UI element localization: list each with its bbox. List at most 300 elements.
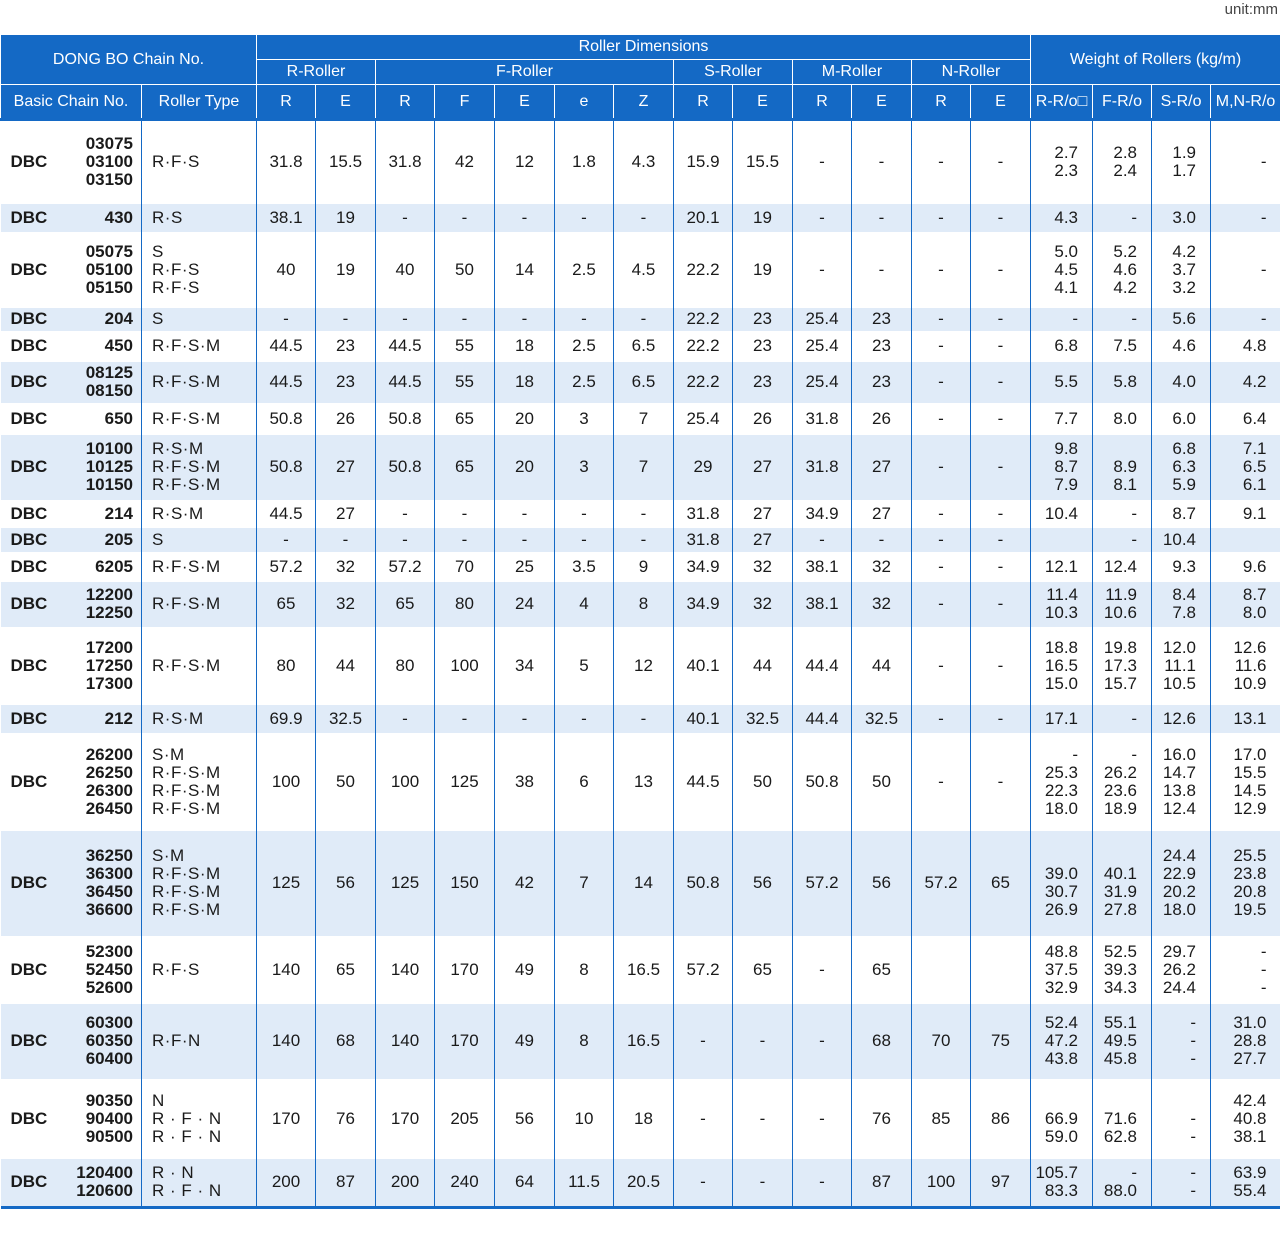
chain-prefix: DBC — [1, 528, 73, 552]
dimension-cell: 42 — [435, 120, 495, 204]
dimension-cell: - — [793, 1079, 852, 1159]
dimension-cell: - — [733, 1079, 793, 1159]
table-row — [1, 331, 1280, 362]
dimension-cell: 44 — [316, 627, 376, 705]
header-sub-col: E — [852, 85, 912, 120]
dimension-cell: 44 — [852, 627, 912, 705]
dimension-cell: - — [912, 435, 971, 500]
weight-cell: 11.9 10.6 — [1093, 582, 1152, 627]
dimension-cell: 65 — [435, 435, 495, 500]
header-weight-col: R-R/o□ — [1031, 85, 1093, 120]
dimension-cell: 25.4 — [793, 308, 852, 331]
table-header — [1, 35, 1280, 120]
dimension-cell: 16.5 — [614, 936, 674, 1004]
dimension-cell: 44.5 — [674, 733, 733, 831]
dimension-cell: - — [733, 1159, 793, 1208]
weight-cell: - 26.2 23.6 18.9 — [1093, 733, 1152, 831]
weight-cell: 4.0 — [1152, 362, 1211, 403]
dimension-cell: 32 — [316, 552, 376, 582]
dimension-cell: 7 — [614, 435, 674, 500]
dimension-cell: 86 — [971, 1079, 1031, 1159]
weight-cell: 31.0 28.8 27.7 — [1211, 1004, 1280, 1079]
table-row — [1, 120, 1280, 204]
roller-type: S·M R·F·S·M R·F·S·M R·F·S·M — [142, 831, 257, 936]
weight-cell — [1211, 528, 1280, 552]
dimension-cell: - — [971, 362, 1031, 403]
dimension-cell: 200 — [257, 1159, 316, 1208]
chain-number: 90350 90400 90500 — [85, 1090, 133, 1146]
dimension-cell: 170 — [435, 936, 495, 1004]
header-sub-col: E — [495, 85, 555, 120]
dimension-cell: 24 — [495, 582, 555, 627]
weight-cell: 3.0 — [1152, 204, 1211, 232]
dimension-cell: - — [912, 362, 971, 403]
header-group-r-roller: R-Roller — [257, 60, 376, 85]
dimension-cell: 170 — [257, 1079, 316, 1159]
dimension-cell: 19 — [316, 232, 376, 308]
dimension-cell: 170 — [376, 1079, 435, 1159]
dimension-cell: 140 — [376, 1004, 435, 1079]
header-basic-chain-no: Basic Chain No. — [1, 85, 142, 120]
weight-cell: - — [1211, 308, 1280, 331]
chain-prefix: DBC — [1, 1159, 73, 1208]
roller-type: R·F·S·M — [142, 582, 257, 627]
unit-label: unit:mm — [1224, 1, 1278, 18]
header-sub-col: F — [435, 85, 495, 120]
dimension-cell: 65 — [435, 403, 495, 435]
dimension-cell: - — [971, 403, 1031, 435]
roller-type: R·F·S·M — [142, 627, 257, 705]
weight-cell: 4.3 — [1031, 204, 1093, 232]
weight-cell: 12.4 — [1093, 552, 1152, 582]
dimension-cell: - — [912, 308, 971, 331]
dimension-cell: 34 — [495, 627, 555, 705]
dimension-cell: 38.1 — [793, 552, 852, 582]
weight-cell: 52.4 47.2 43.8 — [1031, 1004, 1093, 1079]
dimension-cell: 27 — [852, 435, 912, 500]
dimension-cell: - — [674, 1004, 733, 1079]
dimension-cell: - — [555, 528, 614, 552]
dimension-cell: 65 — [257, 582, 316, 627]
dimension-cell: 34.9 — [674, 552, 733, 582]
dimension-cell: - — [316, 308, 376, 331]
dimension-cell: 38.1 — [257, 204, 316, 232]
chain-prefix: DBC — [1, 705, 73, 733]
roller-type: R·F·N — [142, 1004, 257, 1079]
weight-cell: 12.6 — [1152, 705, 1211, 733]
weight-cell: - — [1093, 308, 1152, 331]
dimension-cell: - — [555, 705, 614, 733]
dimension-cell: - — [912, 403, 971, 435]
dimension-cell: - — [912, 552, 971, 582]
dimension-cell: 31.8 — [257, 120, 316, 204]
weight-cell: 10.4 — [1031, 500, 1093, 528]
header-weight-col: S-R/o — [1152, 85, 1211, 120]
dimension-cell: 240 — [435, 1159, 495, 1208]
chain-prefix: DBC — [1, 831, 73, 936]
table-row — [1, 500, 1280, 528]
chain-prefix: DBC — [10, 336, 48, 355]
dimension-cell: 32 — [316, 582, 376, 627]
weight-cell: 19.8 17.3 15.7 — [1093, 627, 1152, 705]
weight-cell: 17.1 — [1031, 705, 1093, 733]
weight-cell: 7.5 — [1093, 331, 1152, 362]
dimension-cell: 44.4 — [793, 627, 852, 705]
weight-cell: 7.1 6.5 6.1 — [1211, 435, 1280, 500]
dimension-cell: 23 — [733, 308, 793, 331]
weight-cell: - - - — [1211, 936, 1280, 1004]
dimension-cell: 100 — [257, 733, 316, 831]
weight-cell: 6.8 — [1031, 331, 1093, 362]
dimension-cell: 25 — [495, 552, 555, 582]
dimension-cell: 19 — [733, 232, 793, 308]
dimension-cell: - — [852, 528, 912, 552]
dimension-cell: - — [971, 120, 1031, 204]
chain-number: 205 — [73, 528, 142, 552]
dimension-cell: 125 — [435, 733, 495, 831]
dimension-cell: - — [971, 582, 1031, 627]
dimension-cell: - — [435, 500, 495, 528]
table-row — [1, 232, 1280, 308]
dimension-cell: 3 — [555, 403, 614, 435]
dimension-cell: 140 — [376, 936, 435, 1004]
dimension-cell: 32.5 — [733, 705, 793, 733]
weight-cell: - — [1093, 705, 1152, 733]
chain-number: 05075 05100 05150 — [85, 241, 133, 297]
dimension-cell: 27 — [852, 500, 912, 528]
weight-cell: 12.6 11.6 10.9 — [1211, 627, 1280, 705]
dimension-cell: - — [971, 204, 1031, 232]
dimension-cell: 15.5 — [316, 120, 376, 204]
weight-cell: 4.6 — [1152, 331, 1211, 362]
dimension-cell: 14 — [614, 831, 674, 936]
table-row — [1, 528, 1280, 552]
dimension-cell: 205 — [435, 1079, 495, 1159]
roller-type: S R·F·S R·F·S — [142, 232, 257, 308]
dimension-cell: 42 — [495, 831, 555, 936]
weight-cell — [1031, 528, 1093, 552]
dimension-cell: 27 — [316, 435, 376, 500]
dimension-cell: 65 — [852, 936, 912, 1004]
dimension-cell: 18 — [495, 331, 555, 362]
header-roller-type: Roller Type — [142, 85, 257, 120]
chain-prefix: DBC — [10, 152, 48, 172]
dimension-cell: 44.5 — [257, 500, 316, 528]
dimension-cell: 31.8 — [674, 500, 733, 528]
dimension-cell: - — [435, 528, 495, 552]
roller-type: R·F·S·M — [142, 403, 257, 435]
dimension-cell: - — [912, 500, 971, 528]
table-row — [1, 705, 1280, 733]
dimension-cell: 23 — [852, 308, 912, 331]
weight-cell: 5.2 4.6 4.2 — [1093, 232, 1152, 308]
dimension-cell: - — [376, 500, 435, 528]
table-row — [1, 308, 1280, 331]
header-sub-col: R — [674, 85, 733, 120]
dimension-cell: 75 — [971, 1004, 1031, 1079]
roller-type: R · N R · F · N — [142, 1159, 257, 1208]
dimension-cell: 64 — [495, 1159, 555, 1208]
dimension-cell: 32 — [852, 552, 912, 582]
dimension-cell: 8 — [555, 1004, 614, 1079]
table-row — [1, 582, 1280, 627]
dimension-cell: 150 — [435, 831, 495, 936]
dimension-cell: 50.8 — [376, 435, 435, 500]
dimension-cell: 38.1 — [793, 582, 852, 627]
weight-cell: 17.0 15.5 14.5 12.9 — [1211, 733, 1280, 831]
dimension-cell: 65 — [971, 831, 1031, 936]
dimension-cell: - — [912, 733, 971, 831]
dimension-cell: 18 — [614, 1079, 674, 1159]
header-chain-no: DONG BO Chain No. — [1, 35, 257, 85]
header-weight-of-rollers: Weight of Rollers (kg/m) — [1031, 35, 1280, 85]
dimension-cell: - — [376, 528, 435, 552]
dimension-cell: 44.5 — [257, 331, 316, 362]
dimension-cell: - — [614, 204, 674, 232]
chain-prefix: DBC — [1, 582, 73, 627]
dimension-cell: - — [376, 308, 435, 331]
dimension-cell: 4.5 — [614, 232, 674, 308]
dimension-cell: 13 — [614, 733, 674, 831]
dimension-cell: - — [555, 204, 614, 232]
weight-cell: 5.8 — [1093, 362, 1152, 403]
weight-cell: 6.4 — [1211, 403, 1280, 435]
dimension-cell: 8 — [614, 582, 674, 627]
header-weight-col: F-R/o — [1093, 85, 1152, 120]
dimension-cell: - — [495, 204, 555, 232]
dimension-cell: 44.4 — [793, 705, 852, 733]
weight-cell: - — [1211, 232, 1280, 308]
header-roller-dimensions: Roller Dimensions — [257, 35, 1031, 60]
dimension-cell: 50 — [733, 733, 793, 831]
weight-cell: 10.4 — [1152, 528, 1211, 552]
weight-cell: 11.4 10.3 — [1031, 582, 1093, 627]
weight-cell: 8.7 — [1152, 500, 1211, 528]
weight-cell: - — [1031, 308, 1093, 331]
dimension-cell: - — [971, 500, 1031, 528]
table-row — [1, 831, 1280, 936]
chain-prefix: DBC — [1, 308, 73, 331]
weight-cell: 71.6 62.8 — [1093, 1079, 1152, 1159]
weight-cell: - — [1093, 204, 1152, 232]
dimension-cell: - — [435, 705, 495, 733]
roller-type: R·F·S·M — [142, 552, 257, 582]
table-row — [1, 362, 1280, 403]
chain-number: 430 — [73, 204, 142, 232]
dimension-cell: 16.5 — [614, 1004, 674, 1079]
weight-cell: - — [1093, 500, 1152, 528]
weight-cell: 9.8 8.7 7.9 — [1031, 435, 1093, 500]
dimension-cell: 55 — [435, 331, 495, 362]
dimension-cell: 44.5 — [257, 362, 316, 403]
dimension-cell: 22.2 — [674, 232, 733, 308]
dimension-cell: 31.8 — [376, 120, 435, 204]
weight-cell: 6.0 — [1152, 403, 1211, 435]
dimension-cell: 49 — [495, 936, 555, 1004]
weight-cell: 55.1 49.5 45.8 — [1093, 1004, 1152, 1079]
dimension-cell: 22.2 — [674, 308, 733, 331]
weight-cell: 1.9 1.7 — [1152, 120, 1211, 204]
header-weight-col: M,N-R/o — [1211, 85, 1280, 120]
chain-number: 08125 08150 — [73, 362, 142, 403]
roller-type: R·S·M — [142, 705, 257, 733]
header-sub-col: R — [912, 85, 971, 120]
dimension-cell: 23 — [733, 362, 793, 403]
dimension-cell: 6.5 — [614, 362, 674, 403]
dimension-cell: 44 — [733, 627, 793, 705]
weight-cell: - — [1211, 204, 1280, 232]
weight-cell: - - — [1152, 1159, 1211, 1208]
chain-number: 03075 03100 03150 — [85, 134, 133, 190]
dimension-cell: 76 — [316, 1079, 376, 1159]
dimension-cell: - — [912, 331, 971, 362]
dimension-cell: 27 — [733, 500, 793, 528]
dimension-cell: - — [793, 120, 852, 204]
dimension-cell: 2.5 — [555, 232, 614, 308]
weight-cell: - — [1093, 528, 1152, 552]
weight-cell: 66.9 59.0 — [1031, 1079, 1093, 1159]
dimension-cell: 40 — [257, 232, 316, 308]
dimension-cell: 4 — [555, 582, 614, 627]
weight-cell: 4.2 3.7 3.2 — [1152, 232, 1211, 308]
dimension-cell: - — [495, 705, 555, 733]
dimension-cell: 20.1 — [674, 204, 733, 232]
dimension-cell: 8 — [555, 936, 614, 1004]
dimension-cell: - — [971, 308, 1031, 331]
dimension-cell: 23 — [733, 331, 793, 362]
dimension-cell: - — [614, 705, 674, 733]
dimension-cell: 40.1 — [674, 705, 733, 733]
dimension-cell: - — [614, 528, 674, 552]
dimension-cell: - — [912, 582, 971, 627]
weight-cell: 8.0 — [1093, 403, 1152, 435]
dimension-cell: 57.2 — [912, 831, 971, 936]
dimension-cell: 20 — [495, 403, 555, 435]
dimension-cell: - — [674, 1159, 733, 1208]
dimension-cell: 56 — [495, 1079, 555, 1159]
header-sub-col: E — [971, 85, 1031, 120]
dimension-cell: - — [912, 705, 971, 733]
weight-cell: 7.7 — [1031, 403, 1093, 435]
weight-cell: 16.0 14.7 13.8 12.4 — [1152, 733, 1211, 831]
dimension-cell: 68 — [852, 1004, 912, 1079]
dimension-cell: 55 — [435, 362, 495, 403]
dimension-cell: 1.8 — [555, 120, 614, 204]
roller-type: N R · F · N R · F · N — [142, 1079, 257, 1159]
dimension-cell: 50.8 — [257, 435, 316, 500]
dimension-cell: 56 — [733, 831, 793, 936]
dimension-cell: 100 — [435, 627, 495, 705]
dimension-cell: - — [257, 308, 316, 331]
dimension-cell: 50.8 — [793, 733, 852, 831]
dimension-cell: 68 — [316, 1004, 376, 1079]
dimension-cell: 3 — [555, 435, 614, 500]
dimension-cell: 9 — [614, 552, 674, 582]
dimension-cell: 44.5 — [376, 331, 435, 362]
chain-number: 214 — [104, 503, 133, 523]
dimension-cell: 125 — [376, 831, 435, 936]
dimension-cell: 32.5 — [852, 705, 912, 733]
header-sub-col: R — [257, 85, 316, 120]
weight-cell: 105.7 83.3 — [1031, 1159, 1093, 1208]
chain-number: 52300 52450 52600 — [85, 941, 133, 997]
chain-number: 204 — [73, 308, 142, 331]
dimension-cell — [912, 936, 971, 1004]
dimension-cell: 20.5 — [614, 1159, 674, 1208]
dimension-cell: 97 — [971, 1159, 1031, 1208]
dimension-cell: 31.8 — [793, 403, 852, 435]
dimension-cell: - — [912, 627, 971, 705]
dimension-cell: 25.4 — [793, 331, 852, 362]
chain-number: 10100 10125 10150 — [73, 435, 142, 500]
dimension-cell: 15.5 — [733, 120, 793, 204]
dimension-cell: 57.2 — [674, 936, 733, 1004]
header-group-f-roller: F-Roller — [376, 60, 674, 85]
roller-type: R·F·S — [142, 936, 257, 1004]
roller-type: S — [142, 528, 257, 552]
dimension-cell — [971, 936, 1031, 1004]
weight-cell: 8.7 8.0 — [1211, 582, 1280, 627]
weight-cell: - — [1211, 120, 1280, 204]
dimension-cell: 23 — [852, 362, 912, 403]
dimension-cell: - — [257, 528, 316, 552]
dimension-cell: 100 — [912, 1159, 971, 1208]
dimension-cell: 23 — [316, 362, 376, 403]
dimension-cell: - — [316, 528, 376, 552]
weight-cell: 4.8 — [1211, 331, 1280, 362]
header-sub-col: E — [733, 85, 793, 120]
table-row — [1, 435, 1280, 500]
weight-cell: 18.8 16.5 15.0 — [1031, 627, 1093, 705]
chain-number: 60300 60350 60400 — [73, 1004, 142, 1079]
weight-cell: - 25.3 22.3 18.0 — [1031, 733, 1093, 831]
dimension-cell: 32 — [852, 582, 912, 627]
dimension-cell: 76 — [852, 1079, 912, 1159]
dimension-cell: - — [971, 232, 1031, 308]
header-group-s-roller: S-Roller — [674, 60, 793, 85]
dimension-cell: 69.9 — [257, 705, 316, 733]
dimension-cell: - — [971, 552, 1031, 582]
table-row — [1, 627, 1280, 705]
dimension-cell: 26 — [733, 403, 793, 435]
chain-number: 450 — [104, 336, 133, 355]
dimension-cell: 40.1 — [674, 627, 733, 705]
weight-cell: 39.0 30.7 26.9 — [1031, 831, 1093, 936]
chain-prefix: DBC — [10, 503, 48, 523]
table-row — [1, 552, 1280, 582]
dimension-cell: 27 — [733, 528, 793, 552]
dimension-cell: 14 — [495, 232, 555, 308]
roller-type: R·S·M — [142, 500, 257, 528]
table-row — [1, 403, 1280, 435]
dimension-cell: 50.8 — [376, 403, 435, 435]
dimension-cell: 20 — [495, 435, 555, 500]
chain-number: 17200 17250 17300 — [85, 637, 133, 693]
dimension-cell: 19 — [316, 204, 376, 232]
dimension-cell: - — [971, 331, 1031, 362]
header-sub-col: R — [376, 85, 435, 120]
chain-prefix: DBC — [10, 556, 48, 576]
roller-type: S·M R·F·S·M R·F·S·M R·F·S·M — [142, 733, 257, 831]
header-sub-col: E — [316, 85, 376, 120]
dimension-cell: 5 — [555, 627, 614, 705]
chain-prefix: DBC — [1, 435, 73, 500]
chain-prefix: DBC — [10, 655, 48, 675]
dimension-cell: 65 — [316, 936, 376, 1004]
dimension-cell: 50 — [316, 733, 376, 831]
dimension-cell: 2.5 — [555, 331, 614, 362]
dimension-cell: 31.8 — [674, 528, 733, 552]
